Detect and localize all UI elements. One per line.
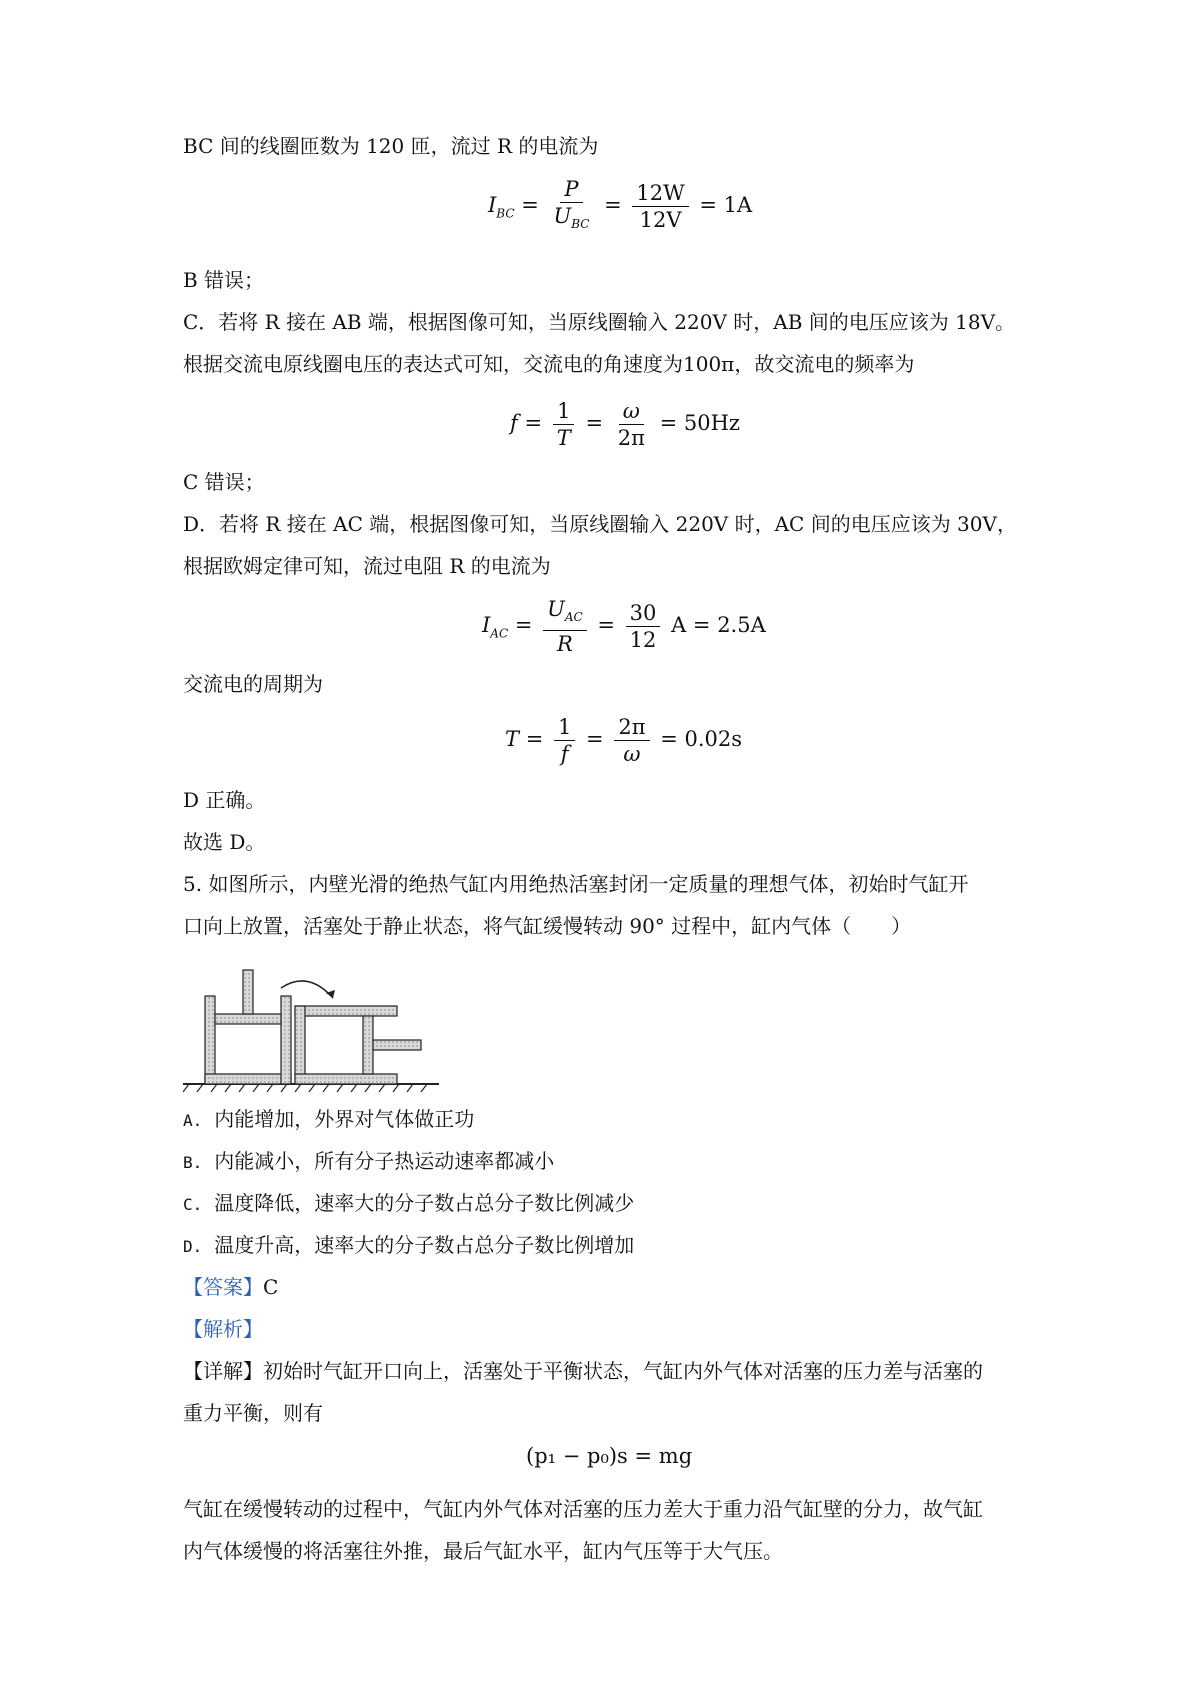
fraction-numerator: 1 — [554, 714, 575, 741]
equation-iac: $I_{AC}$ = $\frac{U_{AC}}{R}$ = $\frac{30}{12}$ A = 2.5A — [482, 597, 766, 657]
answer-line — [183, 1273, 278, 1301]
option-text: 内能减小，所有分子热运动速率都减小 — [214, 1149, 555, 1173]
option-text: 温度升高，速率大的分子数占总分子数比例增加 — [214, 1233, 635, 1257]
text-line: BC 间的线圈匝数为 120 匝，流过 R 的电流为 — [183, 134, 599, 158]
text-line: B 错误； — [183, 268, 265, 292]
text-line: 内气体缓慢的将活塞往外推，最后气缸水平，缸内气压等于大气压。 — [183, 1539, 783, 1563]
fraction — [614, 714, 649, 767]
eq-lhs-sub: BC — [496, 206, 515, 221]
equation-period: T = $\frac{1}{f}$ = $\frac{2\pi}{\omega}$ = 0.02s — [505, 715, 742, 766]
fraction-denominator: U — [553, 204, 572, 228]
eq-result: = 1A — [699, 193, 753, 218]
text-line: 交流电的周期为 — [183, 672, 323, 696]
piston-rod — [243, 970, 253, 1014]
fraction-numerator: ω — [619, 398, 644, 425]
option-b — [183, 1147, 554, 1177]
fraction — [632, 180, 688, 233]
eq-lhs: T — [505, 727, 520, 751]
answer-tag: 【答案】 — [183, 1275, 263, 1299]
detail-text: 初始时气缸开口向上，活塞处于平衡状态，气缸内外气体对活塞的压力差与活塞的 — [263, 1359, 983, 1383]
equation-ibc: $I_{BC}$ = $\frac{P}{U_{BC}}$ = $\frac{12W}{12V}$ = 1A — [488, 176, 752, 237]
fraction-denominator: 2π — [617, 426, 645, 450]
text-line: 重力平衡，则有 — [183, 1401, 323, 1425]
analysis-tag: 【解析】 — [183, 1317, 263, 1341]
fraction-denominator: R — [557, 632, 573, 657]
fraction — [554, 714, 575, 767]
text-line: C．若将 R 接在 AB 端，根据图像可知，当原线圈输入 220V 时，AB 间的电压应该为 18V。 — [183, 310, 1016, 334]
equation-frequency: f = $\frac{1}{T}$ = $\frac{\omega}{2\pi}$ = 50Hz — [510, 399, 740, 450]
eq-result: = 0.02s — [660, 727, 742, 751]
fraction-numerator: P — [560, 176, 582, 203]
fraction-numerator: U — [547, 597, 565, 621]
analysis-line — [183, 1315, 263, 1343]
eq-result: A = 2.5A — [671, 613, 766, 638]
equation-balance: (p₁ − p₀)s = mg — [526, 1444, 693, 1468]
arrowhead-icon — [326, 990, 335, 998]
question-line: 5. 如图所示，内壁光滑的绝热气缸内用绝热活塞封闭一定质量的理想气体，初始时气缸开 — [183, 872, 969, 896]
text-line: 故选 D。 — [183, 830, 266, 854]
fraction-denominator: f — [560, 742, 569, 766]
option-letter: B. — [183, 1153, 203, 1172]
option-d — [183, 1231, 634, 1261]
fraction-denominator: 12V — [639, 208, 682, 233]
detail-line — [183, 1357, 983, 1385]
upright-cylinder — [205, 970, 291, 1084]
ground-hatch — [183, 1084, 427, 1092]
horizontal-cylinder — [295, 1006, 421, 1084]
text-line: D 正确。 — [183, 788, 266, 812]
fraction-numerator-sub: AC — [564, 610, 583, 625]
option-c — [183, 1189, 634, 1219]
question-line: 口向上放置，活塞处于静止状态，将气缸缓慢转动 90° 过程中，缸内气体（ ） — [183, 914, 912, 938]
fraction-numerator: 2π — [614, 714, 649, 741]
piston-rod — [373, 1040, 421, 1050]
option-letter: A. — [183, 1111, 203, 1130]
fraction-numerator: 1 — [553, 398, 574, 425]
eq-lhs: I — [482, 613, 491, 638]
fraction — [543, 596, 587, 657]
fraction-denominator: ω — [623, 742, 641, 766]
eq-result: = 50Hz — [659, 411, 740, 435]
option-text: 温度降低，速率大的分子数占总分子数比例减少 — [214, 1191, 635, 1215]
text-line: 根据欧姆定律可知，流过电阻 R 的电流为 — [183, 554, 551, 578]
eq-lhs: f — [510, 411, 518, 435]
option-letter: D. — [183, 1237, 203, 1256]
text-line: D．若将 R 接在 AC 端，根据图像可知，当原线圈输入 220V 时，AC 间的电压应该为 30V， — [183, 512, 1017, 536]
fraction — [553, 398, 575, 451]
fraction-denominator: 12 — [629, 628, 657, 653]
fraction-numerator: 30 — [626, 600, 661, 627]
option-letter: C. — [183, 1195, 203, 1214]
eq-lhs-sub: AC — [490, 626, 509, 641]
text-line: 根据交流电原线圈电压的表达式可知，交流电的角速度为100π，故交流电的频率为 — [183, 352, 915, 376]
cylinder-figure — [183, 960, 453, 1095]
piston — [215, 1014, 281, 1024]
piston — [363, 1016, 373, 1074]
text-line: 气缸在缓慢转动的过程中，气缸内外气体对活塞的压力差大于重力沿气缸壁的分力，故气缸 — [183, 1497, 983, 1521]
answer-value: C — [263, 1275, 279, 1299]
text-line: C 错误； — [183, 470, 265, 494]
fraction — [626, 600, 661, 653]
detail-tag: 【详解】 — [183, 1359, 263, 1383]
fraction-denominator: T — [556, 426, 571, 450]
eq-lhs: I — [488, 193, 497, 218]
fraction-numerator: 12W — [632, 180, 688, 207]
option-text: 内能增加，外界对气体做正功 — [214, 1107, 475, 1131]
fraction — [550, 176, 594, 237]
fraction-denominator-sub: BC — [571, 217, 590, 232]
fraction — [614, 398, 649, 451]
option-a — [183, 1105, 474, 1135]
